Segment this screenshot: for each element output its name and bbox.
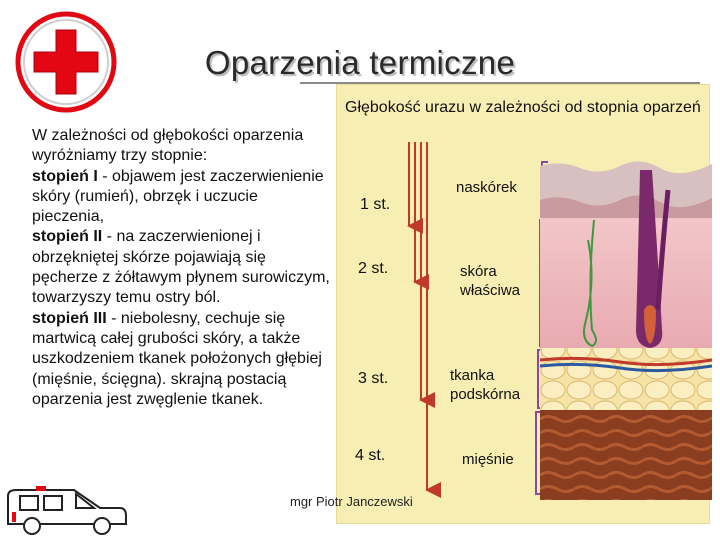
author-credit: mgr Piotr Janczewski: [290, 494, 413, 509]
burn-degrees-description: [32, 126, 332, 410]
degree-label-3: 3 st.: [358, 370, 389, 387]
degree3-label: stopień III: [32, 309, 107, 327]
degree-label-4: 4 st.: [355, 447, 386, 464]
layer-label-epidermis: naskórek: [456, 179, 517, 196]
ambulance-icon: [2, 478, 132, 540]
intro-text: W zależności od głębokości oparzenia wyróżniamy trzy stopnie:: [32, 127, 304, 165]
layer-label-subcutis: tkanka podskórna: [450, 367, 521, 403]
layer-label-muscle: mięśnie: [462, 451, 514, 468]
degree3-text: - niebolesny, cechuje się martwicą całej grubości skóry, a także uszkodzeniem tkanek położonych głębiej (mięśnie, ścięgna). skrajną postacią oparzenia jest zwęglenie tkanek.: [32, 309, 322, 408]
degree1-text: - objawem jest zaczerwienienie skóry (rumień), obrzęk i uczucie pieczenia,: [32, 167, 324, 226]
degree2-text: - na zaczerwienionej i obrzękniętej skórze pojawiają się pęcherze z żółtawym płynem surowiczym, towarzyszy temu ostry ból.: [32, 228, 330, 307]
layer-label-dermis: skóra właściwa: [460, 263, 521, 299]
skin-cross-section-illustration: [540, 160, 712, 500]
first-aid-cross-icon: [14, 10, 118, 114]
degree-label-2: 2 st.: [358, 260, 389, 277]
depth-arrows: [336, 120, 556, 500]
degree2-label: stopień II: [32, 228, 103, 246]
diagram-title: Głębokość urazu w zależności od stopnia oparzeń: [345, 99, 701, 116]
degree-label-1: 1 st.: [360, 196, 391, 213]
page-title: Oparzenia termiczne: [204, 44, 516, 81]
degree1-label: stopień I: [32, 167, 98, 185]
